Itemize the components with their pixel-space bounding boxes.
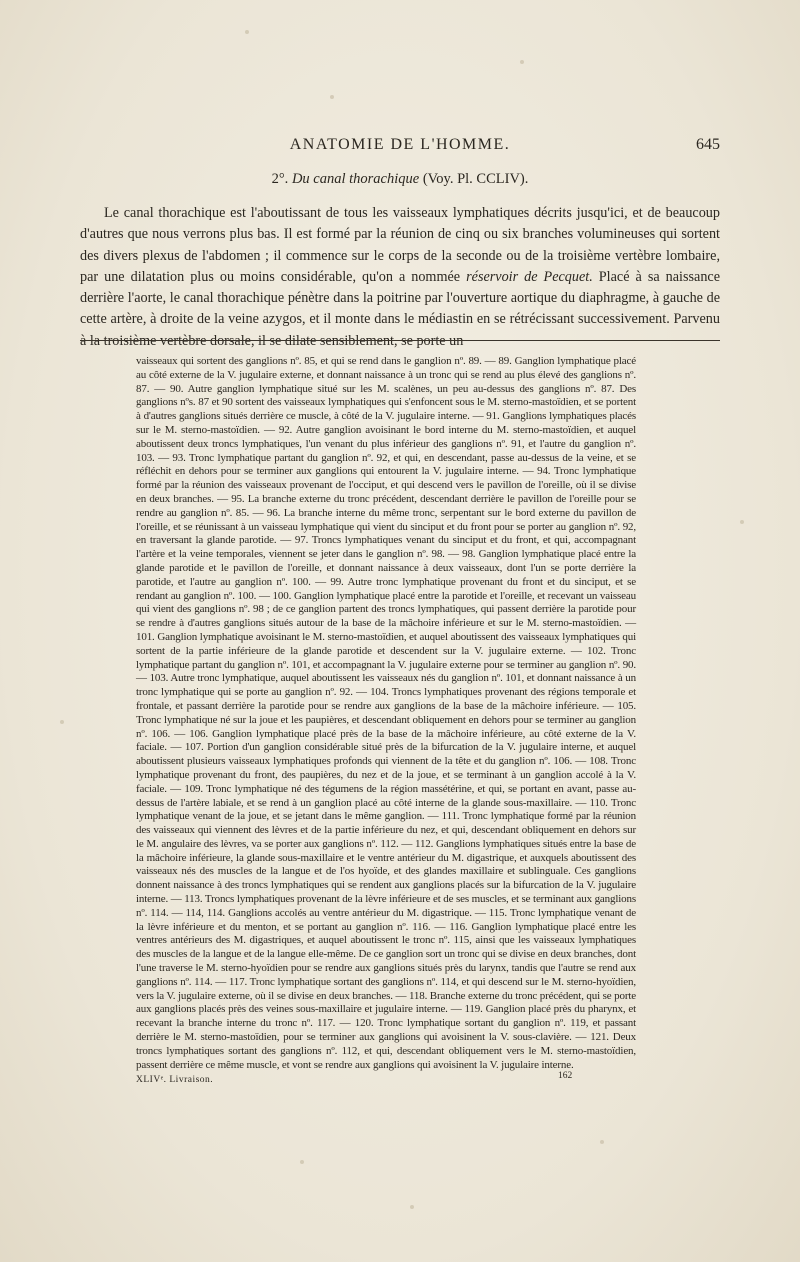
signature-mark: XLIVᵉ. Livraison. (136, 1075, 214, 1085)
running-head (80, 136, 720, 160)
intro-text-part-2: Placé à sa naissance derrière l'aorte, le canal thorachique pénètre dans la poitrine par l'ouverture aortique du diaphragme, à gauche de cette artère, à droite de la veine azygos, et il monte dans le médiastin en se rétrécissant successivement. Parvenu à la troisième vertèbre dorsale, il se dilate sensiblement, se porte un (80, 268, 721, 349)
sheet-number: 162 (558, 1071, 573, 1081)
plate-reference: (Voy. Pl. CCLIV). (422, 171, 529, 187)
paper-speck (245, 30, 249, 34)
horizontal-rule (80, 340, 720, 341)
paper-speck (300, 1160, 304, 1164)
paper-speck (520, 60, 524, 64)
intro-text-part-1: Le canal thorachique est l'aboutissant de tous les vaisseaux lymphatiques décrits jusqu'ici, et de beaucoup d'autres que nous verrons plus bas. Il est formé par la réunion de cinq ou six branches volumineuses qui sortent des divers plexus de l'abdomen ; il commence sur le corps de la seconde ou de la troisième vertèbre lombaire, par une dilatation plus ou moins considérable, qu'on a nommée (80, 205, 720, 285)
section-heading (80, 171, 720, 188)
intro-paragraph (80, 203, 720, 352)
paper-speck (60, 720, 64, 724)
running-title: ANATOMIE DE L'HOMME. (289, 136, 511, 153)
paper-speck (740, 520, 744, 524)
paper-speck (600, 1140, 604, 1144)
page-footer (136, 1071, 636, 1089)
paper-speck (330, 95, 334, 99)
plate-notes: vaisseaux qui sortent des ganglions nº. 85, et qui se rend dans le ganglion nº. 89. — 89. Ganglion lymphatique placé au côté externe de la V. jugulaire externe, et donnant naissance à un tronc qui se rend au plus élevé des ganglions nº. 87. — 90. Autre ganglion lymphatique situé sur les M. scalènes, un peu au-dessus des ganglions nº. 87. Des ganglions nºs. 87 et 90 sortent des vaisseaux lymphatiques qui s'enfoncent sous le M. sterno-mastoïdien, et se portent à d'autres ganglions situés derrière ce muscle, à côté de la V. jugulaire interne. — 91. Ganglions lymphatiques placés sur le M. sterno-mastoïdien. — 92. Autre ganglion avoisinant le bord interne du M. sterno-mastoïdien, et auquel aboutissent deux troncs lymphatiques, l'un venant du plus inférieur des ganglions nº. 91, et l'autre du ganglion nº. 103. — 93. Tronc lymphatique partant du ganglion nº. 92, et qui, en descendant, passe au-dessus de la veine, et se réfléchit en dehors pour se terminer aux ganglions qui entourent la V. jugulaire interne. — 94. Tronc lymphatique formé par la réunion des vaisseaux provenant de l'occiput, et qui descend vers le pavillon de l'oreille, où il se divise en deux branches. — 95. La branche externe du tronc précédent, descendant derrière le pavillon de l'oreille pour se rendre au ganglion nº. 85. — 96. La branche interne du même tronc, serpentant sur le bord externe du pavillon de l'oreille, et se réunissant à un vaisseau lymphatique qui vient du sinciput et du front pour se porter au ganglion nº. 92, en traversant la glande parotide. — 97. Troncs lymphatiques venant du sinciput et du front, et qui, accompagnant l'artère et la veine temporales, viennent se jeter dans le ganglion nº. 98. — 98. Ganglion lymphatique placé entre la glande parotide et le pavillon de l'oreille, et donnant naissance à deux vaisseaux, dont l'un se porte derrière la parotide, et l'autre au ganglion nº. 100. — 99. Autre tronc lymphatique provenant du front et du sinciput, et se rendant au ganglion nº. 100. — 100. Ganglion lymphatique placé entre la parotide et l'oreille, et recevant un vaisseau qui vient des ganglions nº. 98 ; de ce ganglion partent des troncs lymphatiques, qui passent derrière la parotide pour se rendre à d'autres ganglions situés autour de la base de la mâchoire inférieure et sur le M. sterno-mastoïdien. — 101. Ganglion lymphatique avoisinant le M. sterno-mastoïdien, et auquel aboutissent des vaisseaux lymphatiques qui sortent de la partie inférieure de la glande parotide et descendent sur la V. jugulaire externe. — 102. Tronc lymphatique partant du ganglion nº. 101, et accompagnant la V. jugulaire externe pour se terminer au ganglion nº. 90. — 103. Autre tronc lymphatique, auquel aboutissent les vaisseaux nés du ganglion nº. 101, et donnant naissance à un tronc lymphatique qui se porte au ganglion nº. 92. — 104. Troncs lymphatiques provenant des régions temporale et frontale, et passant derrière la parotide pour se rendre aux ganglions de la base de la mâchoire inférieure. — 105. Tronc lymphatique né sur la joue et les paupières, et descendant obliquement en dehors pour se terminer au ganglion nº. 106. — 106. Ganglion lymphatique placé près de la base de la mâchoire inférieure, au côté externe de la V. faciale. — 107. Portion d'un ganglion considérable situé près de la bifurcation de la V. jugulaire interne, et auquel aboutissent plusieurs vaisseaux lymphatiques profonds qui viennent de la tête et du ganglion nº. 106. — 108. Tronc lymphatique provenant du front, des paupières, du nez et de la joue, et se terminant à un ganglion accolé à la V. faciale. — 109. Tronc lymphatique né des tégumens de la région massétérine, et qui, se portant en avant, passe au-dessus de l'artère labiale, et se rend à un ganglion placé au côté interne de la glande sous-maxillaire. — 110. Tronc lymphatique venant de la joue, et se jetant dans le même ganglion. — 111. Tronc lymphatique formé par la réunion des vaisseaux qui viennent des lèvres et de la partie inférieure du nez, et qui, descendant obliquement en dehors sur le M. angulaire des lèvres, va se porter aux ganglions nº. 112. — 112. Ganglions lymphatiques situés entre la base de la mâchoire inférieure, la glande sous-maxillaire et le ventre antérieur du M. digastrique, et auxquels aboutissent des vaisseaux nés des muscles de la langue et de l'os hyoïde, et des glandes maxillaire et sublinguale. Ces ganglions donnent naissance à des troncs lymphatiques qui se rendent aux ganglions placés sur la bifurcation de la V. jugulaire interne. — 113. Troncs lymphatiques provenant de la lèvre inférieure et de ses muscles, et se terminant aux ganglions nº. 114. — 114, 114. Ganglions accolés au ventre antérieur du M. digastrique. — 115. Tronc lymphatique venant de la lèvre inférieure et du menton, et se portant au ganglion nº. 116. — 116. Ganglion lymphatique placé entre les ventres antérieurs des M. digastriques, et auquel aboutissent le tronc nº. 115, ainsi que les vaisseaux lymphatiques des muscles de la langue et de la langue elle-même. De ce ganglion sort un tronc qui se divise en deux branches, dont l'une traverse le M. sterno-hyoïdien pour se rendre aux ganglions situés près du larynx, tandis que l'autre se rend aux ganglions nº. 114. — 117. Tronc lymphatique sortant des ganglions nº. 114, et qui descend sur le M. sterno-hyoïdien, vers la V. jugulaire externe, où il se divise en deux branches. — 118. Branche externe du tronc précédent, qui se porte aux ganglions placés près des veines sous-maxillaire et jugulaire interne. — 119. Ganglion placé près du pharynx, et recevant la branche interne du tronc nº. 117. — 120. Tronc lymphatique sortant du ganglion nº. 119, et passant derrière le M. sterno-mastoïdien, pour se terminer aux ganglions qui avoisinent la V. sous-clavière. — 121. Deux troncs lymphatiques sortant des ganglions nº. 112, et qui, descendant obliquement vers le M. sterno-mastoïdien, passent derrière ce même muscle, et vont se rendre aux ganglions qui avoisinent la V. jugulaire interne. (136, 355, 636, 1071)
section-title: Du canal thorachique (291, 171, 420, 187)
section-number: 2°. (271, 171, 289, 187)
paper-speck (410, 1205, 414, 1209)
intro-term: réservoir de Pecquet. (466, 268, 593, 285)
page-number: 645 (696, 136, 720, 153)
